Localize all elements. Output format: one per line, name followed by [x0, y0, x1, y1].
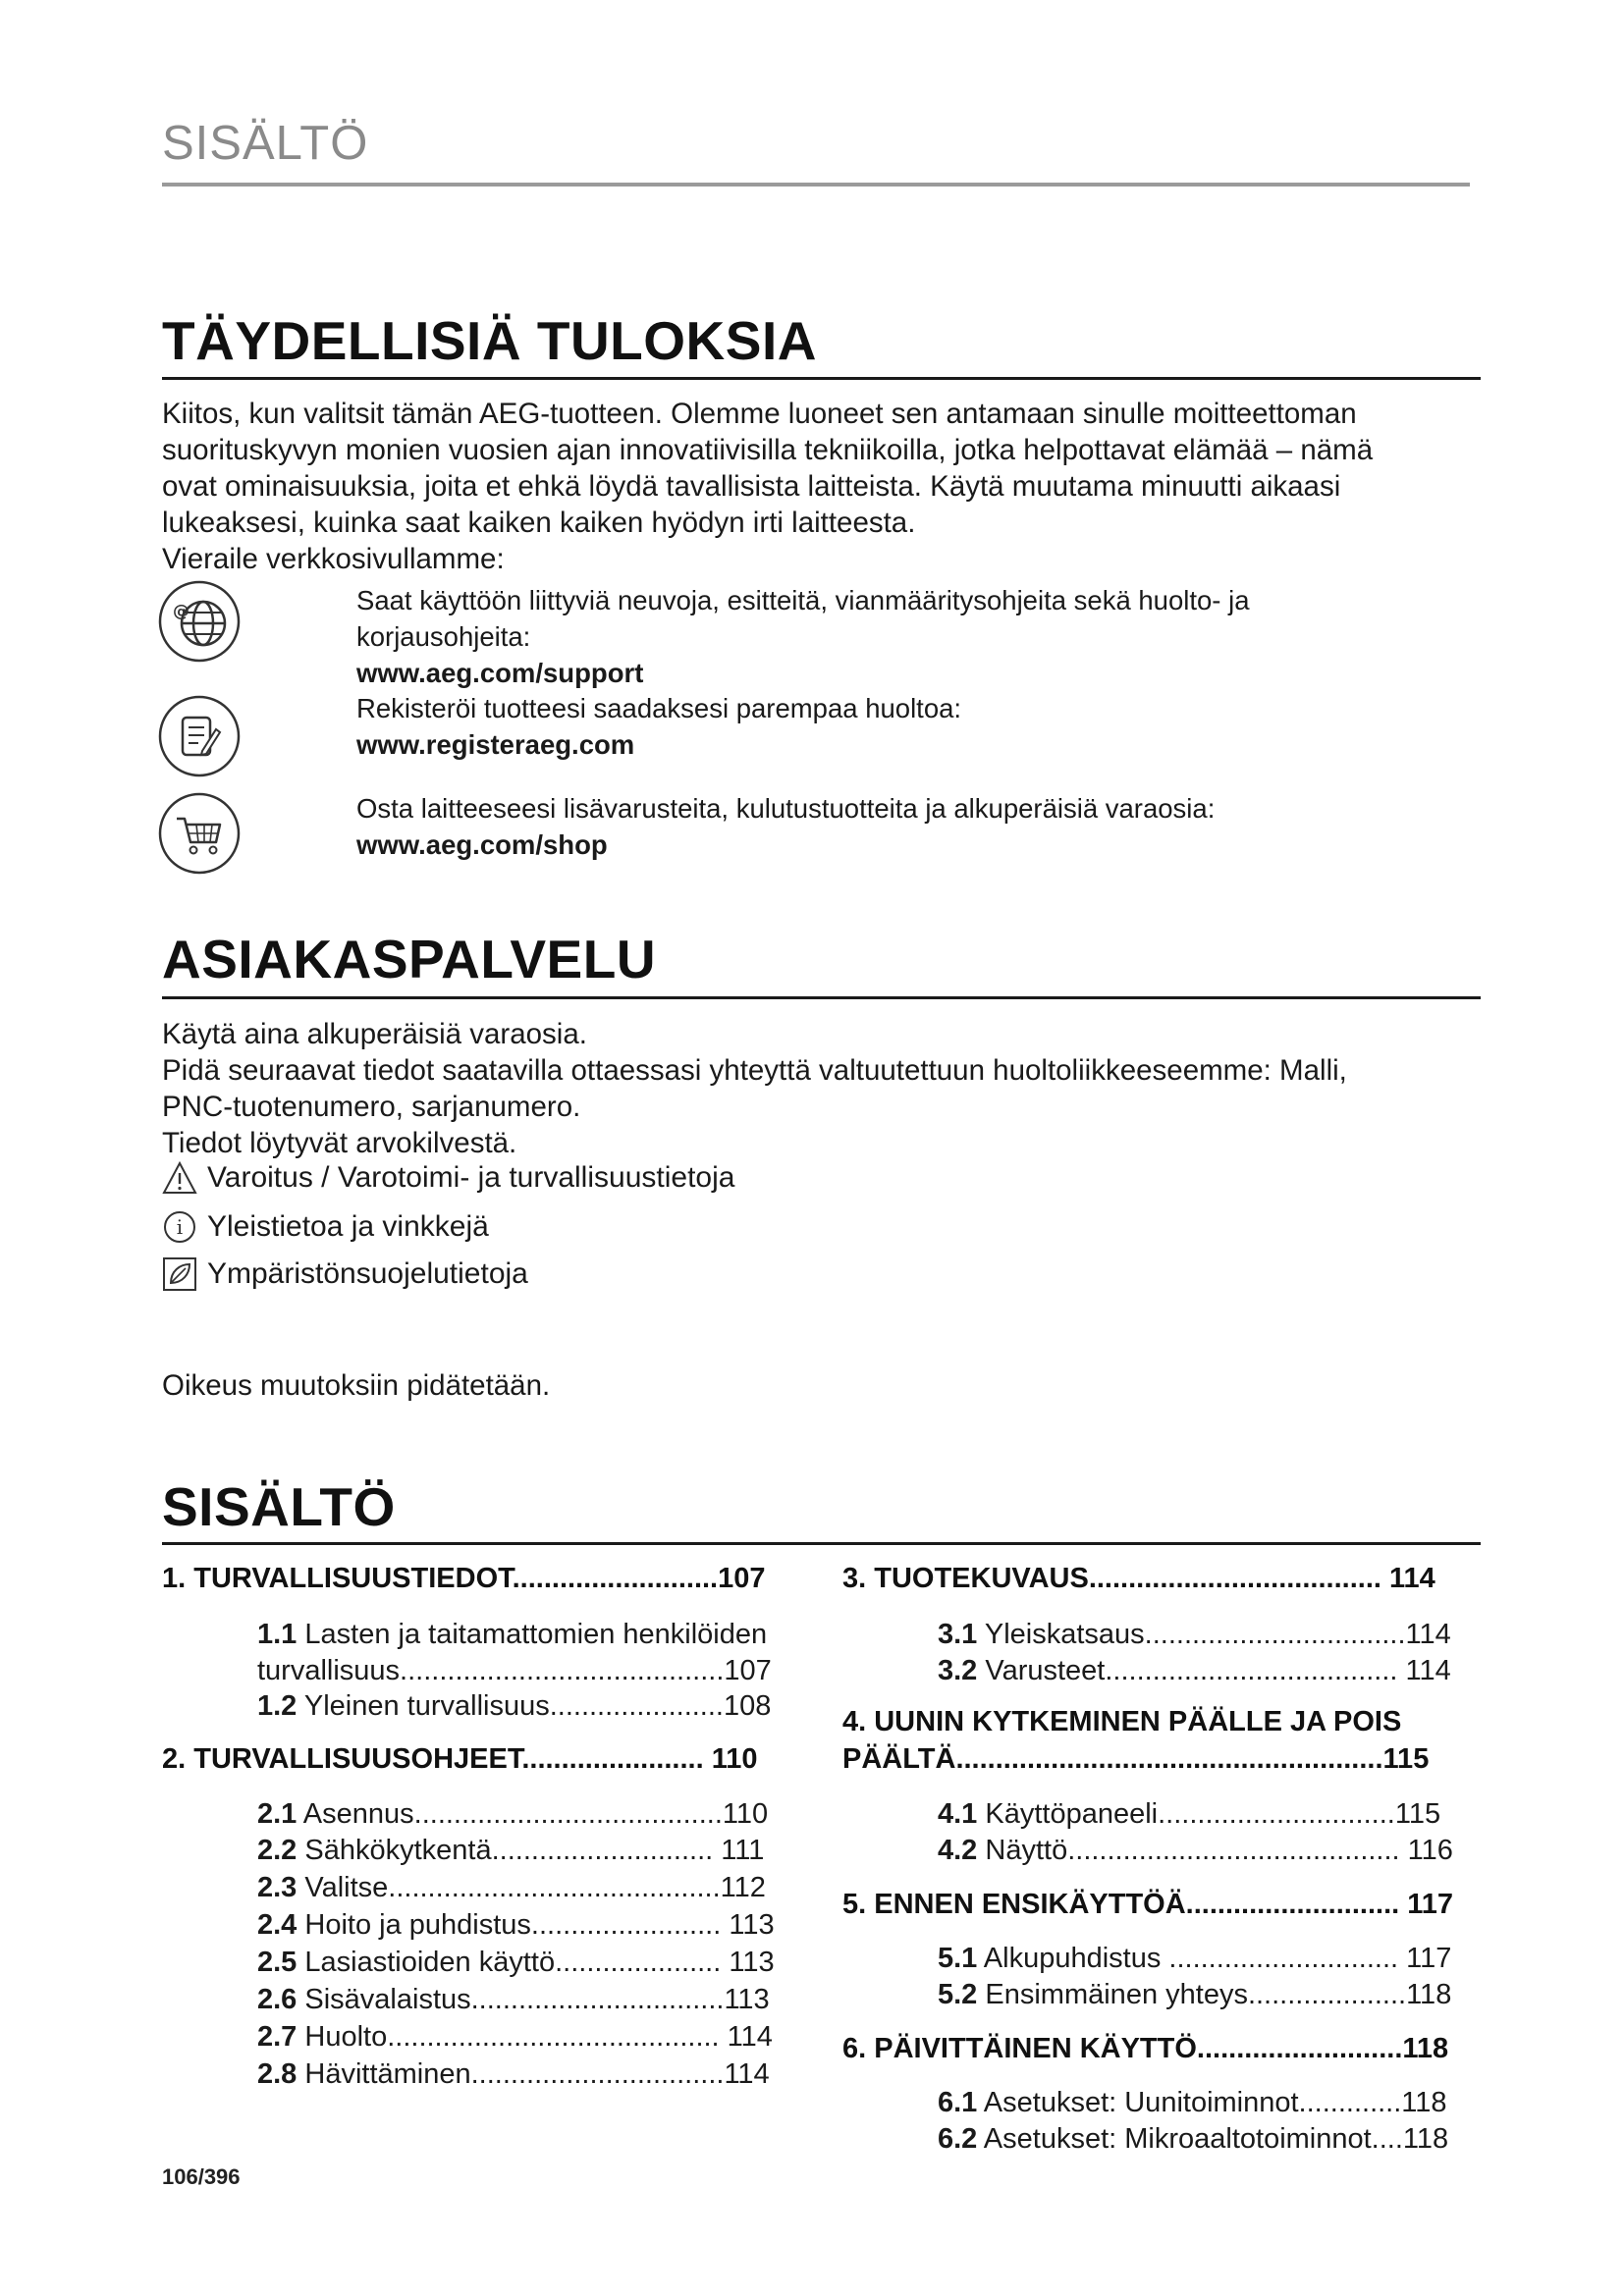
toc-entry-3-2[interactable]: [938, 1655, 1451, 1687]
toc-entry-title: Yleiskatsaus.................................114: [977, 1619, 1451, 1650]
register-icon: [157, 694, 242, 778]
legend-warning-text: Varoitus / Varotoimi- ja turvallisuustietoja: [207, 1161, 735, 1194]
toc-entry-number: 4.1: [938, 1798, 978, 1830]
toc-entry-title: Alkupuhdistus ............................. 117: [977, 1943, 1452, 1974]
intro-paragraph: [162, 396, 1468, 577]
toc-entry-6-1[interactable]: [938, 2087, 1447, 2119]
toc-entry-2-2[interactable]: [257, 1835, 764, 1867]
service-line: Tiedot löytyvät arvokilvestä.: [162, 1127, 517, 1159]
toc-entry-title: Sähkökytkentä............................ 111: [297, 1835, 765, 1866]
support-text: Saat käyttöön liittyviä neuvoja, esitteitä, vianmääritysohjeita sekä huolto- ja: [356, 585, 1250, 615]
intro-line: lukeaksesi, kuinka saat kaiken kaiken hyödyn irti laitteesta.: [162, 507, 916, 539]
toc-entry-title: Hävittäminen................................114: [297, 2058, 770, 2090]
toc-chapter-3-link[interactable]: 3. TUOTEKUVAUS..................................... 114: [842, 1563, 1435, 1594]
toc-entry-number: 2.1: [257, 1798, 298, 1830]
section-divider: [162, 377, 1481, 380]
toc-entry-1-2[interactable]: [257, 1690, 771, 1723]
toc-entry-2-6[interactable]: [257, 1984, 770, 2016]
toc-entry-1-1-cont[interactable]: [257, 1655, 772, 1687]
toc-entry-number: 6.1: [938, 2087, 978, 2118]
toc-entry-number: 2.5: [257, 1947, 298, 1978]
toc-entry-title: Valitse..........................................112: [297, 1872, 766, 1903]
toc-entry-3-1[interactable]: [938, 1619, 1451, 1651]
toc-entry-2-8[interactable]: [257, 2058, 770, 2091]
globe-icon: [157, 579, 242, 664]
toc-entry-number: 3.1: [938, 1619, 978, 1650]
service-line: Käytä aina alkuperäisiä varaosia.: [162, 1018, 587, 1050]
support-text-cont: korjausohjeita:: [356, 621, 531, 652]
header-divider: [162, 183, 1470, 187]
legend-info-text: Yleistietoa ja vinkkejä: [207, 1210, 489, 1243]
svg-text:@: @: [173, 602, 189, 621]
shop-link-block: [356, 790, 1215, 863]
toc-entry-title: Hoito ja puhdistus........................ 113: [297, 1909, 775, 1941]
section-heading-toc: SISÄLTÖ: [162, 1476, 396, 1537]
toc-entry-number: 1.1: [257, 1619, 298, 1650]
toc-entry-title: Asetukset: Mikroaaltotoiminnot....118: [977, 2123, 1449, 2155]
register-url-link[interactable]: www.registeraeg.com: [356, 729, 635, 760]
toc-chapter-5-link[interactable]: 5. ENNEN ENSIKÄYTTÖÄ........................... 117: [842, 1889, 1454, 1920]
register-link-block: [356, 690, 961, 763]
toc-entry-number: 2.8: [257, 2058, 298, 2090]
toc-entry-title: Yleinen turvallisuus......................108: [297, 1690, 772, 1722]
legend-environment-text: Ympäristönsuojelutietoja: [207, 1257, 528, 1290]
intro-line: Vieraile verkkosivullamme:: [162, 543, 505, 575]
section-heading-results: TÄYDELLISIÄ TULOKSIA: [162, 310, 817, 371]
toc-entry-title: Asennus.......................................110: [297, 1798, 769, 1830]
register-text: Rekisteröi tuotteesi saadaksesi parempaa huoltoa:: [356, 693, 962, 723]
toc-entry-number: 2.7: [257, 2021, 298, 2053]
toc-entry-2-7[interactable]: [257, 2021, 773, 2054]
toc-entry-number: 5.2: [938, 1979, 978, 2010]
toc-chapter-2-link[interactable]: 2. TURVALLISUUSOHJEET....................... 110: [162, 1743, 758, 1775]
toc-entry-6-2[interactable]: [938, 2123, 1448, 2156]
toc-entry-title: Huolto.......................................... 114: [297, 2021, 773, 2053]
service-line: Pidä seuraavat tiedot saatavilla ottaessasi yhteyttä valtuutettuun huoltoliikkeeseemme: Malli,: [162, 1054, 1347, 1087]
toc-entry-title: Lasten ja taitamattomien henkilöiden: [297, 1619, 768, 1650]
toc-chapter-1-link[interactable]: 1. TURVALLISUUSTIEDOT..........................107: [162, 1563, 766, 1594]
toc-entry-1-1[interactable]: [257, 1619, 767, 1651]
toc-entry-4-2[interactable]: [938, 1835, 1453, 1867]
legend-info: [162, 1209, 489, 1245]
toc-entry-number: 2.2: [257, 1835, 298, 1866]
toc-entry-number: 2.4: [257, 1909, 298, 1941]
toc-entry-number: 2.6: [257, 1984, 298, 2015]
shopping-cart-icon: [157, 791, 242, 876]
support-link-block: [356, 582, 1250, 691]
toc-entry-title: turvallisuus.........................................107: [257, 1655, 772, 1686]
toc-entry-2-1[interactable]: [257, 1798, 768, 1831]
support-url-link[interactable]: www.aeg.com/support: [356, 658, 644, 688]
toc-entry-title: Lasiastioiden käyttö..................... 113: [297, 1947, 775, 1978]
toc-entry-title: Sisävalaistus................................113: [297, 1984, 770, 2015]
toc-entry-title: Käyttöpaneeli..............................115: [977, 1798, 1441, 1830]
service-line: PNC-tuotenumero, sarjanumero.: [162, 1091, 581, 1123]
section-divider: [162, 1542, 1481, 1545]
toc-entry-number: 1.2: [257, 1690, 298, 1722]
toc-entry-2-4[interactable]: [257, 1909, 775, 1942]
toc-entry-number: 6.2: [938, 2123, 978, 2155]
warning-icon: [162, 1161, 197, 1195]
info-icon: [162, 1209, 197, 1245]
toc-chapter-6-link[interactable]: 6. PÄIVITTÄINEN KÄYTTÖ..........................118: [842, 2033, 1449, 2064]
toc-entry-title: Näyttö.......................................... 116: [977, 1835, 1453, 1866]
toc-entry-2-3[interactable]: [257, 1872, 766, 1904]
toc-chapter-4-link-cont[interactable]: PÄÄLTÄ......................................................115: [842, 1743, 1430, 1775]
toc-entry-title: Varusteet..................................... 114: [977, 1655, 1451, 1686]
legend-environment: [162, 1256, 528, 1292]
shop-text: Osta laitteeseesi lisävarusteita, kulutustuotteita ja alkuperäisiä varaosia:: [356, 793, 1216, 824]
toc-entry-number: 2.3: [257, 1872, 298, 1903]
legend-warning: [162, 1161, 734, 1195]
toc-entry-5-1[interactable]: [938, 1943, 1451, 1975]
toc-entry-number: 4.2: [938, 1835, 978, 1866]
section-heading-service: ASIAKASPALVELU: [162, 929, 657, 989]
toc-chapter-4-link[interactable]: 4. UUNIN KYTKEMINEN PÄÄLLE JA POIS: [842, 1706, 1402, 1737]
toc-entry-number: 3.2: [938, 1655, 978, 1686]
toc-entry-title: Asetukset: Uunitoiminnot.............118: [977, 2087, 1447, 2118]
intro-line: ovat ominaisuuksia, joita et ehkä löydä tavallisista laitteista. Käytä muutama minuutti aikaasi: [162, 470, 1341, 503]
shop-url-link[interactable]: www.aeg.com/shop: [356, 829, 608, 860]
toc-entry-title: Ensimmäinen yhteys....................118: [977, 1979, 1452, 2010]
toc-entry-number: 5.1: [938, 1943, 978, 1974]
changes-note: Oikeus muutoksiin pidätetään.: [162, 1369, 551, 1402]
intro-line: Kiitos, kun valitsit tämän AEG-tuotteen. Olemme luoneet sen antamaan sinulle moitteettoman: [162, 398, 1357, 430]
leaf-icon: [162, 1256, 197, 1292]
toc-entry-5-2[interactable]: [938, 1979, 1451, 2011]
page-header-title: SISÄLTÖ: [162, 117, 369, 170]
svg-text:i: i: [176, 1215, 184, 1239]
toc-entry-4-1[interactable]: [938, 1798, 1440, 1831]
intro-line: suorituskyvyn monien vuosien ajan innovatiivisilla tekniikoilla, jotka helpottavat elämää – nämä: [162, 434, 1374, 466]
page-number: 106/396: [162, 2164, 241, 2189]
service-paragraph: [162, 1016, 1468, 1161]
toc-entry-2-5[interactable]: [257, 1947, 775, 1979]
section-divider: [162, 996, 1481, 999]
